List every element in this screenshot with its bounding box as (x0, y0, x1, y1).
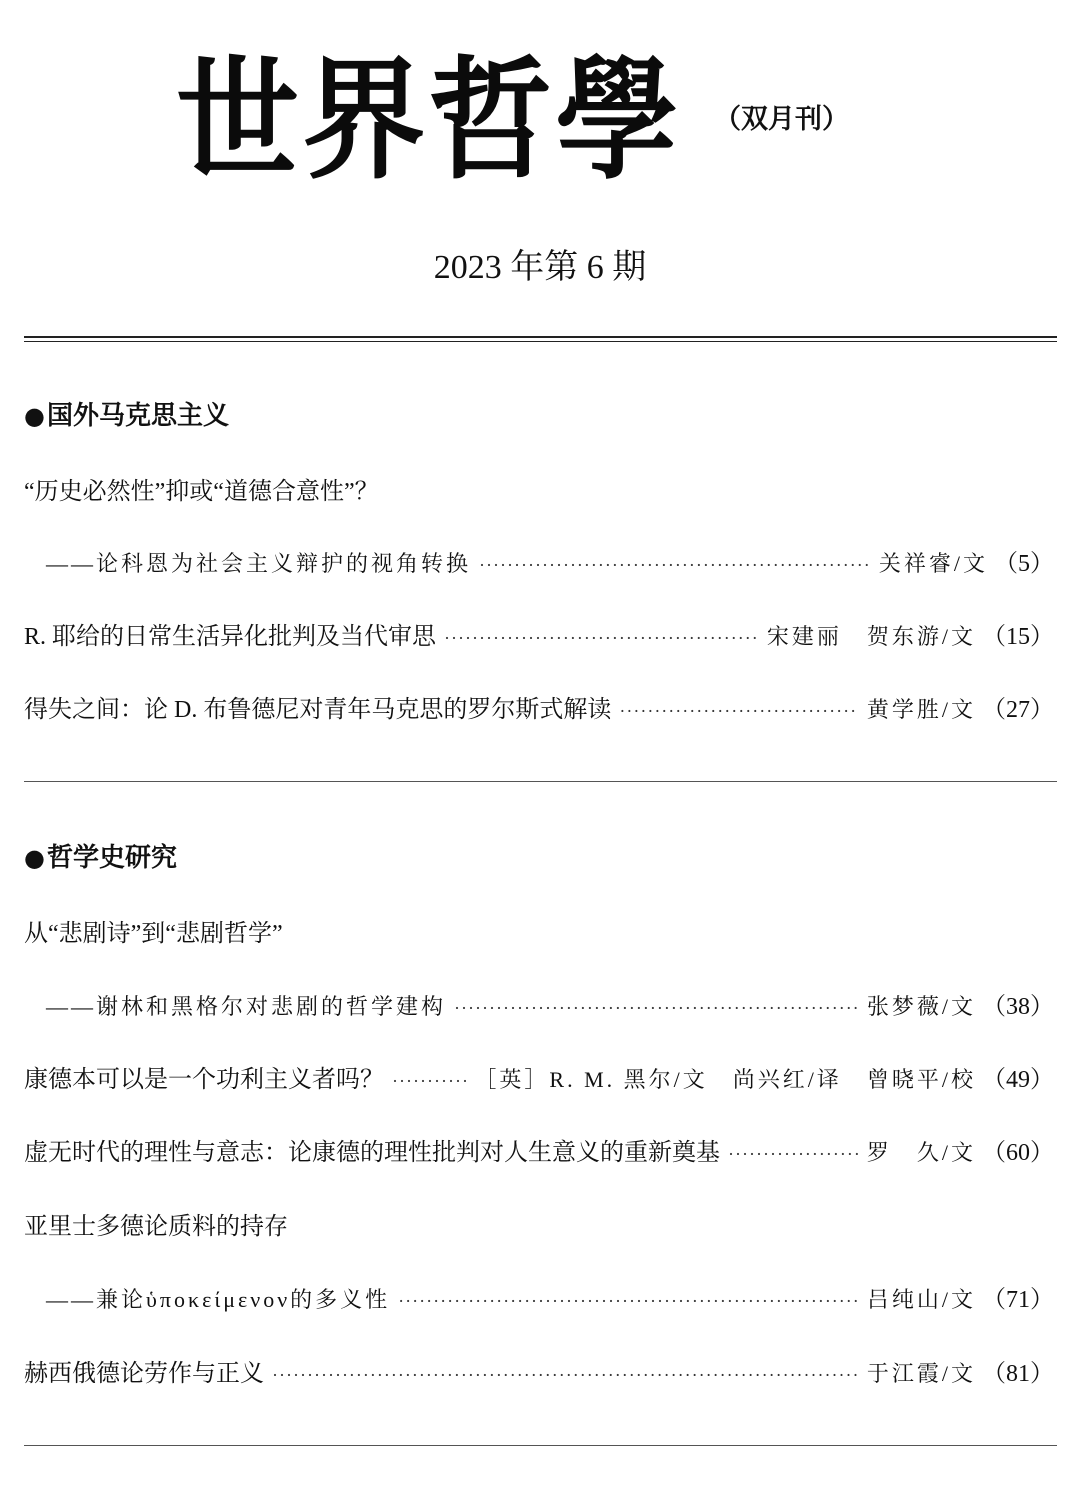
section-title: 哲学史研究 (46, 843, 177, 873)
dot-leader (392, 1061, 466, 1101)
toc-entry[interactable] (24, 1354, 1054, 1394)
section-title: 国外马克思主义 (46, 401, 229, 431)
toc-entry[interactable] (24, 617, 1054, 657)
journal-logo: 世界哲學 (176, 43, 682, 198)
article-title: 康德本可以是一个功利主义者吗？ (24, 1067, 384, 1093)
page-number: （27） (982, 697, 1054, 723)
page-number: （81） (982, 1361, 1054, 1387)
bullet-icon: ● (24, 402, 45, 430)
dot-leader (728, 1134, 859, 1174)
article-author: 张梦薇/文 (866, 994, 976, 1019)
toc-entry[interactable] (24, 1133, 1054, 1173)
toc-entry[interactable] (46, 544, 1054, 584)
article-title[interactable]: 从“悲剧诗”到“悲剧哲学” (24, 921, 283, 947)
article-subtitle: ——谢林和黑格尔对悲剧的哲学建构 (46, 994, 447, 1019)
article-author: 于江霞/文 (866, 1361, 976, 1386)
article-author: ［英］R. M. 黑尔/文 尚兴红/译 曾晓平/校 (474, 1067, 976, 1092)
page-number: （60） (982, 1140, 1054, 1166)
dot-leader (619, 691, 859, 731)
dot-leader (479, 545, 871, 585)
toc-entry[interactable] (46, 1280, 1054, 1320)
section-heading (24, 398, 229, 434)
dot-leader (454, 988, 859, 1028)
toc-entry[interactable] (24, 1060, 1054, 1100)
header-divider (24, 336, 1057, 342)
article-title: 得失之间：论 D. 布鲁德尼对青年马克思的罗尔斯式解读 (24, 697, 612, 723)
bullet-icon: ● (24, 844, 45, 872)
article-title: 赫西俄德论劳作与正义 (24, 1361, 264, 1387)
page-number: （15） (982, 624, 1054, 650)
article-subtitle: ——论科恩为社会主义辩护的视角转换 (46, 551, 472, 576)
article-author: 罗 久/文 (866, 1140, 976, 1165)
issue-number: 2023 年第 6 期 (433, 249, 647, 286)
article-author: 关祥睿/文 (878, 551, 988, 576)
dot-leader (398, 1281, 859, 1321)
toc-entry[interactable] (24, 690, 1054, 730)
article-title: R. 耶给的日常生活异化批判及当代审思 (24, 624, 437, 650)
page-number: （71） (982, 1287, 1054, 1313)
article-title: 虚无时代的理性与意志：论康德的理性批判对人生意义的重新奠基 (24, 1140, 720, 1166)
section-divider (24, 1445, 1057, 1446)
page-number: （49） (982, 1067, 1054, 1093)
dot-leader (272, 1355, 859, 1395)
section-divider (24, 781, 1057, 782)
article-author: 黄学胜/文 (866, 697, 976, 722)
article-title[interactable]: 亚里士多德论质料的持存 (24, 1214, 288, 1240)
article-author: 宋建丽 贺东游/文 (766, 624, 976, 649)
article-title[interactable]: “历史必然性”抑或“道德合意性”？ (24, 479, 379, 505)
page-number: （38） (982, 994, 1054, 1020)
dot-leader (444, 618, 759, 658)
article-subtitle: ——兼论ὑποκείμενον的多义性 (46, 1287, 391, 1312)
article-author: 吕纯山/文 (866, 1287, 976, 1312)
toc-entry[interactable] (46, 987, 1054, 1027)
frequency-label: （双月刊） (714, 104, 849, 135)
section-heading (24, 840, 177, 876)
page-number: （5） (994, 551, 1054, 577)
masthead (0, 40, 1080, 210)
